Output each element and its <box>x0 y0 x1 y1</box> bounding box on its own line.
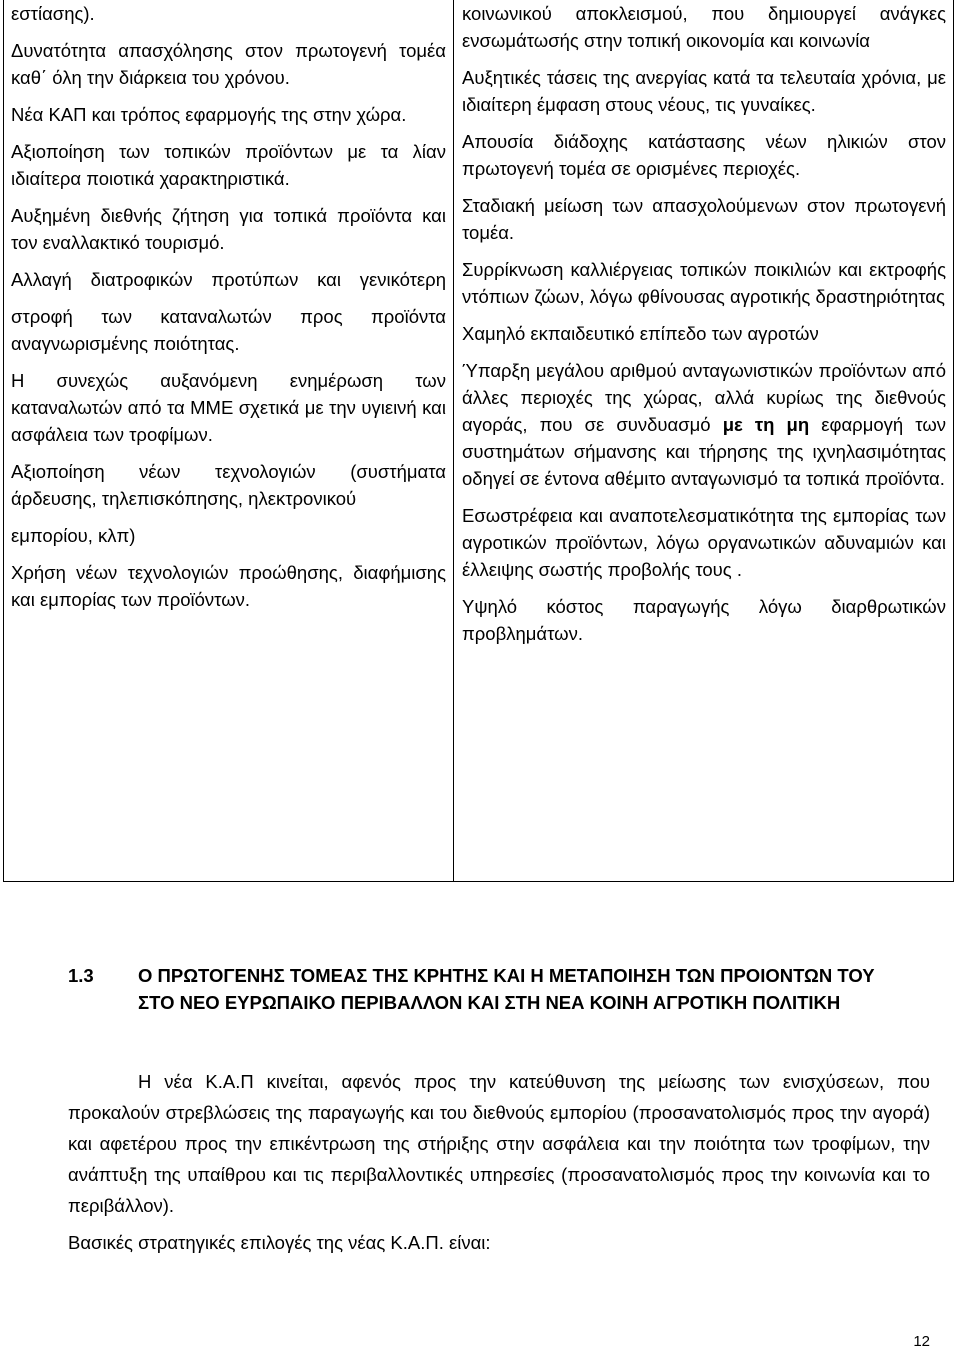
left-item: Χρήση νέων τεχνολογιών προώθησης, διαφήμισης και εμπορίας των προϊόντων. <box>11 562 446 610</box>
section-heading <box>68 962 888 1016</box>
right-item: κοινωνικού αποκλεισμού, που δημιουργεί ανάγκες ενσωμάτωσής στην τοπική οικονομία και κοινωνία <box>462 3 946 51</box>
left-item: Νέα ΚΑΠ και τρόπος εφαρμογής της στην χώρα. <box>11 104 407 125</box>
opportunities-column <box>4 0 454 881</box>
left-item: Αυξημένη διεθνής ζήτηση για τοπικά προϊόντα και τον εναλλακτικό τουρισμό. <box>11 205 446 253</box>
right-item-text: εφαρμογή των συστημάτων σήμανσης και τήρησης της ιχνηλασιμότητας οδηγεί σε έντονα αθέμιτο ανταγωνισμό τα τοπικά προϊόντα. <box>462 414 947 489</box>
left-item: εστίασης). <box>11 3 95 24</box>
right-item: Συρρίκνωση καλλιέργειας τοπικών ποικιλιών και εκτροφής ντόπιων ζώων, λόγω φθίνουσας αγροτικής δραστηριότητας <box>462 259 946 307</box>
right-item-text: Ύπαρξη μεγάλου αριθμού ανταγωνιστικών προϊόντων από άλλες περιοχές της χώρας, αλλά κυρίως της διεθνούς αγοράς, που σε συνδυασμό <box>462 360 946 435</box>
right-item-bold-text: με τη μη <box>722 414 810 435</box>
left-item: στροφή των καταναλωτών προς προϊόντα αναγνωρισμένης ποιότητας. <box>11 306 446 354</box>
swot-table <box>3 0 954 882</box>
section-body <box>68 1066 930 1258</box>
left-item: εμπορίου, κλπ) <box>11 525 136 546</box>
left-item: Δυνατότητα απασχόλησης στον πρωτογενή τομέα καθ΄ όλη την διάρκεια του χρόνου. <box>11 40 446 88</box>
right-item: Απουσία διάδοχης κατάστασης νέων ηλικιών στον πρωτογενή τομέα σε ορισμένες περιοχές. <box>462 131 946 179</box>
body-paragraph: Βασικές στρατηγικές επιλογές της νέας Κ.Α.Π. είναι: <box>68 1232 491 1253</box>
left-item: Η συνεχώς αυξανόμενη ενημέρωση των καταναλωτών από τα ΜΜΕ σχετικά με την υγιεινή και ασφάλεια των τροφίμων. <box>11 370 446 445</box>
body-paragraph: Η νέα Κ.Α.Π κινείται, αφενός προς την κατεύθυνση της μείωσης των ενισχύσεων, που προκαλούν στρεβλώσεις της παραγωγής και του διεθνούς εμπορίου (προσανατολισμός προς την αγορά) και αφετέρου προς την επικέντρωση της στήριξης στην ασφάλεια και την ποιότητα των τροφίμων, την ανάπτυξη της υπαίθρου και τις περιβαλλοντικές υπηρεσίες (προσανατολισμός προς την κοινωνία και το περιβάλλον). <box>68 1071 930 1216</box>
right-item: Αυξητικές τάσεις της ανεργίας κατά τα τελευταία χρόνια, με ιδιαίτερη έμφαση στους νέους, τις γυναίκες. <box>462 67 946 115</box>
left-item: Αξιοποίηση των τοπικών προϊόντων με τα λίαν ιδιαίτερα ποιοτικά χαρακτηριστικά. <box>11 141 446 189</box>
left-item: Αξιοποίηση νέων τεχνολογιών (συστήματα άρδευσης, τηλεπισκόπησης, ηλεκτρονικού <box>11 461 446 509</box>
left-item: Αλλαγή διατροφικών προτύπων και γενικότερη <box>11 269 446 290</box>
right-item: Υψηλό κόστος παραγωγής λόγω διαρθρωτικών προβλημάτων. <box>462 596 946 644</box>
section-number: 1.3 <box>68 965 94 986</box>
section-title: Ο ΠΡΩΤΟΓΕΝΗΣ ΤΟΜΕΑΣ ΤΗΣ ΚΡΗΤΗΣ ΚΑΙ Η ΜΕΤΑΠΟΙΗΣΗ ΤΩΝ ΠΡΟΙΟΝΤΩΝ ΤΟΥ ΣΤΟ ΝΕΟ ΕΥΡΩΠΑΙΚΟ ΠΕΡΙΒΑΛΛΟΝ ΚΑΙ ΣΤΗ ΝΕΑ ΚΟΙΝΗ ΑΓΡΟΤΙΚΗ ΠΟΛΙΤΙΚΗ <box>138 965 875 1013</box>
page-number: 12 <box>913 1333 930 1350</box>
right-item: Εσωστρέφεια και αναποτελεσματικότητα της εμπορίας των αγροτικών προϊόντων, λόγω οργανωτικών αδυναμιών και έλλειψης σωστής προβολής τους . <box>462 505 946 580</box>
threats-column <box>454 0 953 881</box>
right-item: Σταδιακή μείωση των απασχολούμενων στον πρωτογενή τομέα. <box>462 195 946 243</box>
right-item: Χαμηλό εκπαιδευτικό επίπεδο των αγροτών <box>462 323 819 344</box>
right-item <box>462 357 946 492</box>
